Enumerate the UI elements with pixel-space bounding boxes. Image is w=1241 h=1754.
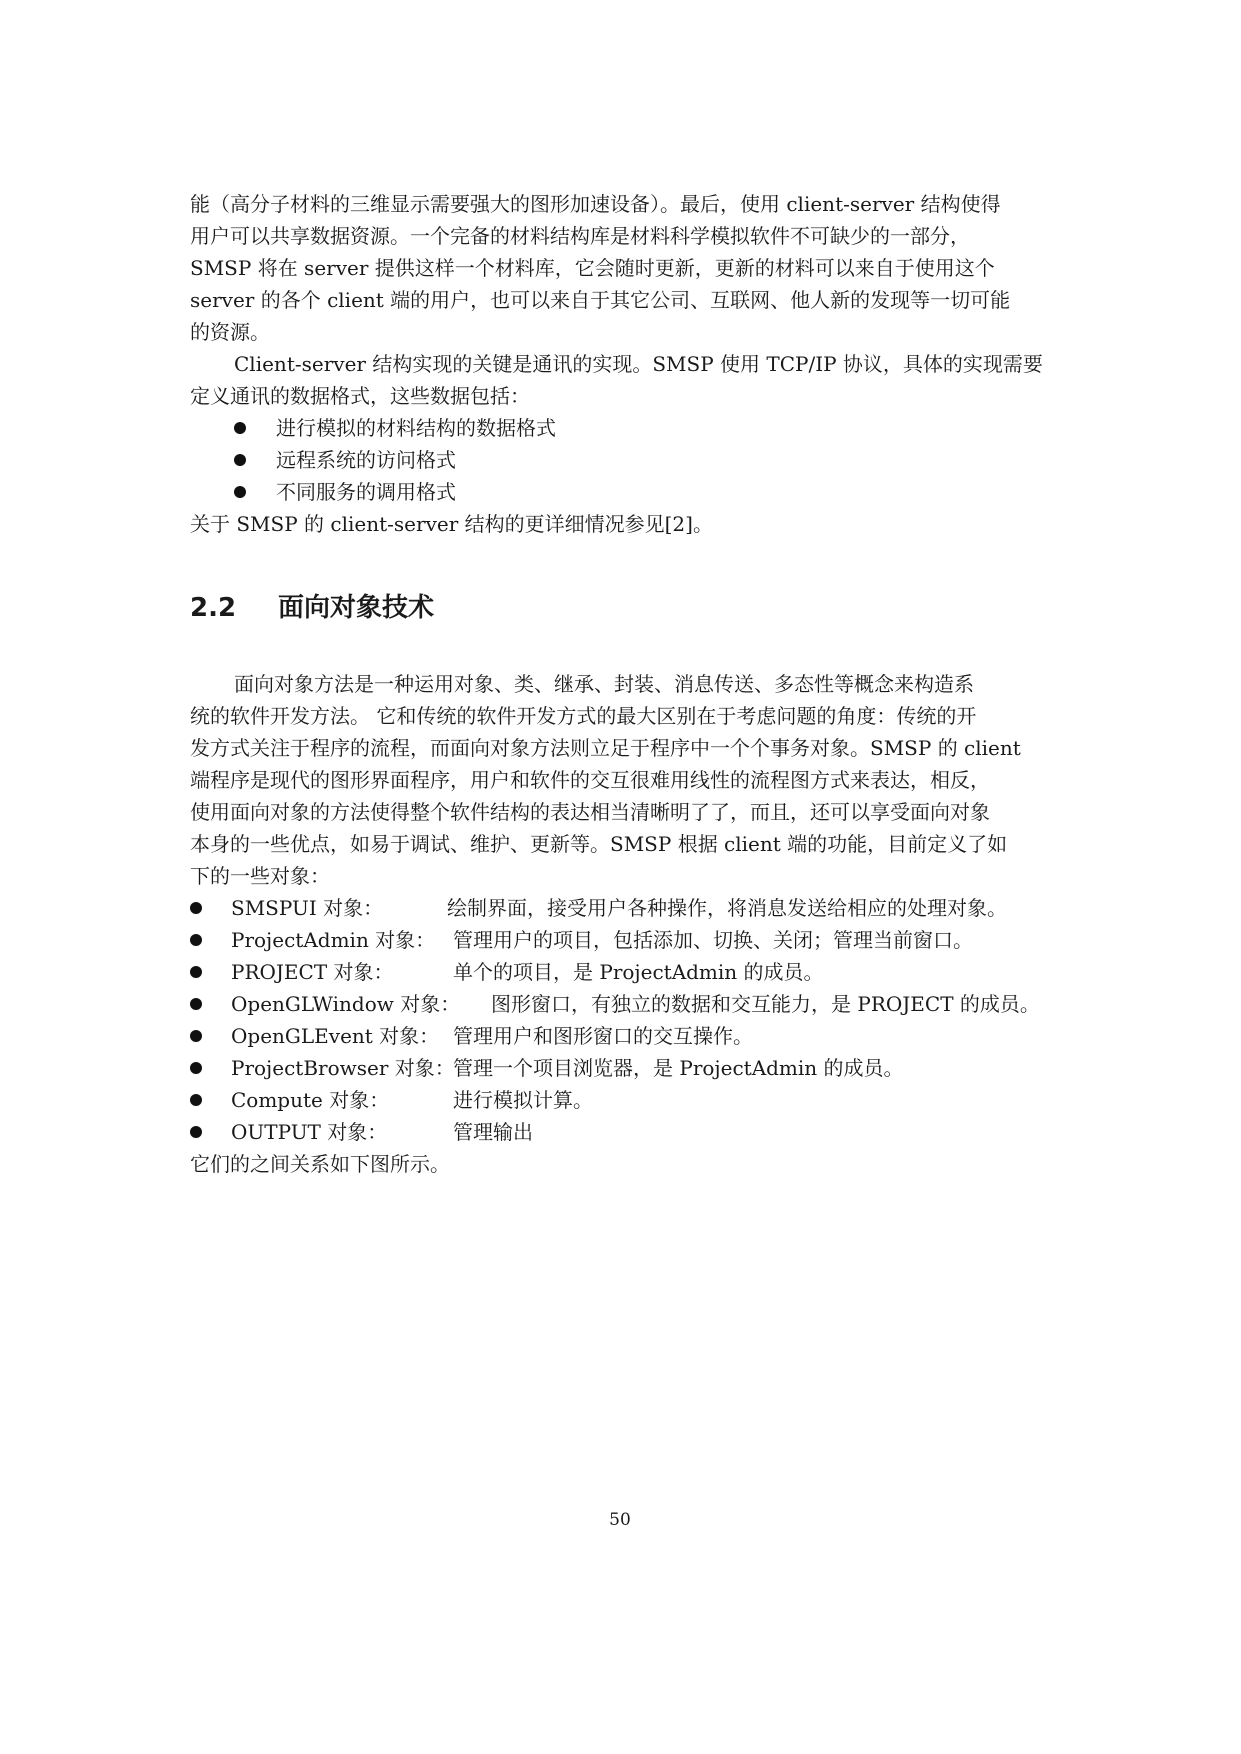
- bullet-icon: [190, 966, 202, 978]
- section-number: 2.2: [190, 593, 237, 623]
- bullet-icon: [234, 422, 246, 434]
- object-description: 管理用户和图形窗口的交互操作。: [453, 1024, 753, 1048]
- list-item-text: 不同服务的调用格式: [276, 480, 456, 504]
- paragraph-1-line: SMSP 将在 server 提供这样一个材料库，它会随时更新，更新的材料可以来自于使用这个: [190, 256, 995, 280]
- object-description: 进行模拟计算。: [453, 1088, 593, 1112]
- list-item-text: 远程系统的访问格式: [276, 448, 456, 472]
- paragraph-2-line: 定义通讯的数据格式，这些数据包括：: [190, 384, 530, 408]
- bullet-icon: [190, 1126, 202, 1138]
- object-description: 图形窗口，有独立的数据和交互能力，是 PROJECT 的成员。: [491, 992, 1040, 1016]
- bullet-icon: [190, 934, 202, 946]
- object-description: 单个的项目，是 ProjectAdmin 的成员。: [453, 960, 824, 984]
- bullet-icon: [190, 1062, 202, 1074]
- paragraph-1-line: 能（高分子材料的三维显示需要强大的图形加速设备）。最后，使用 client-server 结构使得: [190, 192, 1001, 216]
- list-item-text: 进行模拟的材料结构的数据格式: [276, 416, 556, 440]
- object-description: 管理输出: [453, 1120, 533, 1144]
- object-name: SMSPUI 对象：: [231, 896, 384, 920]
- paragraph-3-line: 下的一些对象：: [190, 864, 330, 888]
- paragraph-3-line: 本身的一些优点，如易于调试、维护、更新等。SMSP 根据 client 端的功能，目前定义了如: [190, 832, 1008, 856]
- object-description: 绘制界面，接受用户各种操作，将消息发送给相应的处理对象。: [447, 896, 1007, 920]
- object-name: OpenGLWindow 对象：: [231, 992, 461, 1016]
- paragraph-1-line: server 的各个 client 端的用户，也可以来自于其它公司、互联网、他人新的发现等一切可能: [190, 288, 1011, 312]
- page-number: 50: [609, 1510, 631, 1530]
- object-name: OpenGLEvent 对象：: [231, 1024, 440, 1048]
- paragraph-1-line: 的资源。: [190, 320, 270, 344]
- paragraph-3-line: 统的软件开发方法。 它和传统的软件开发方式的最大区别在于考虑问题的角度：传统的开: [190, 704, 977, 728]
- closing-line: 它们的之间关系如下图所示。: [190, 1152, 450, 1176]
- object-name: OUTPUT 对象：: [231, 1120, 388, 1144]
- object-name: Compute 对象：: [231, 1088, 390, 1112]
- bullet-icon: [234, 454, 246, 466]
- bullet-icon: [190, 1030, 202, 1042]
- section-title: 面向对象技术: [278, 593, 435, 623]
- bullet-icon: [234, 486, 246, 498]
- paragraph-3-line: 发方式关注于程序的流程，而面向对象方法则立足于程序中一个个事务对象。SMSP 的 client: [190, 736, 1021, 760]
- object-name: ProjectAdmin 对象：: [231, 928, 436, 952]
- bullet-icon: [190, 998, 202, 1010]
- paragraph-3-line: 面向对象方法是一种运用对象、类、继承、封装、消息传送、多态性等概念来构造系: [234, 672, 974, 696]
- bullet-icon: [190, 902, 202, 914]
- object-description: 管理一个项目浏览器，是 ProjectAdmin 的成员。: [453, 1056, 904, 1080]
- paragraph-3-line: 使用面向对象的方法使得整个软件结构的表达相当清晰明了了，而且，还可以享受面向对象: [190, 800, 990, 824]
- paragraph-3-line: 端程序是现代的图形界面程序，用户和软件的交互很难用线性的流程图方式来表达，相反，: [190, 768, 990, 792]
- bullet-icon: [190, 1094, 202, 1106]
- object-name: PROJECT 对象：: [231, 960, 394, 984]
- paragraph-1-line: 用户可以共享数据资源。一个完备的材料结构库是材料科学模拟软件不可缺少的一部分，: [190, 224, 970, 248]
- object-description: 管理用户的项目，包括添加、切换、关闭；管理当前窗口。: [453, 928, 973, 952]
- reference-line: 关于 SMSP 的 client-server 结构的更详细情况参见[2]。: [190, 512, 713, 536]
- paragraph-2-line: Client-server 结构实现的关键是通讯的实现。SMSP 使用 TCP/IP 协议，具体的实现需要: [234, 352, 1043, 376]
- object-name: ProjectBrowser 对象：: [231, 1056, 455, 1080]
